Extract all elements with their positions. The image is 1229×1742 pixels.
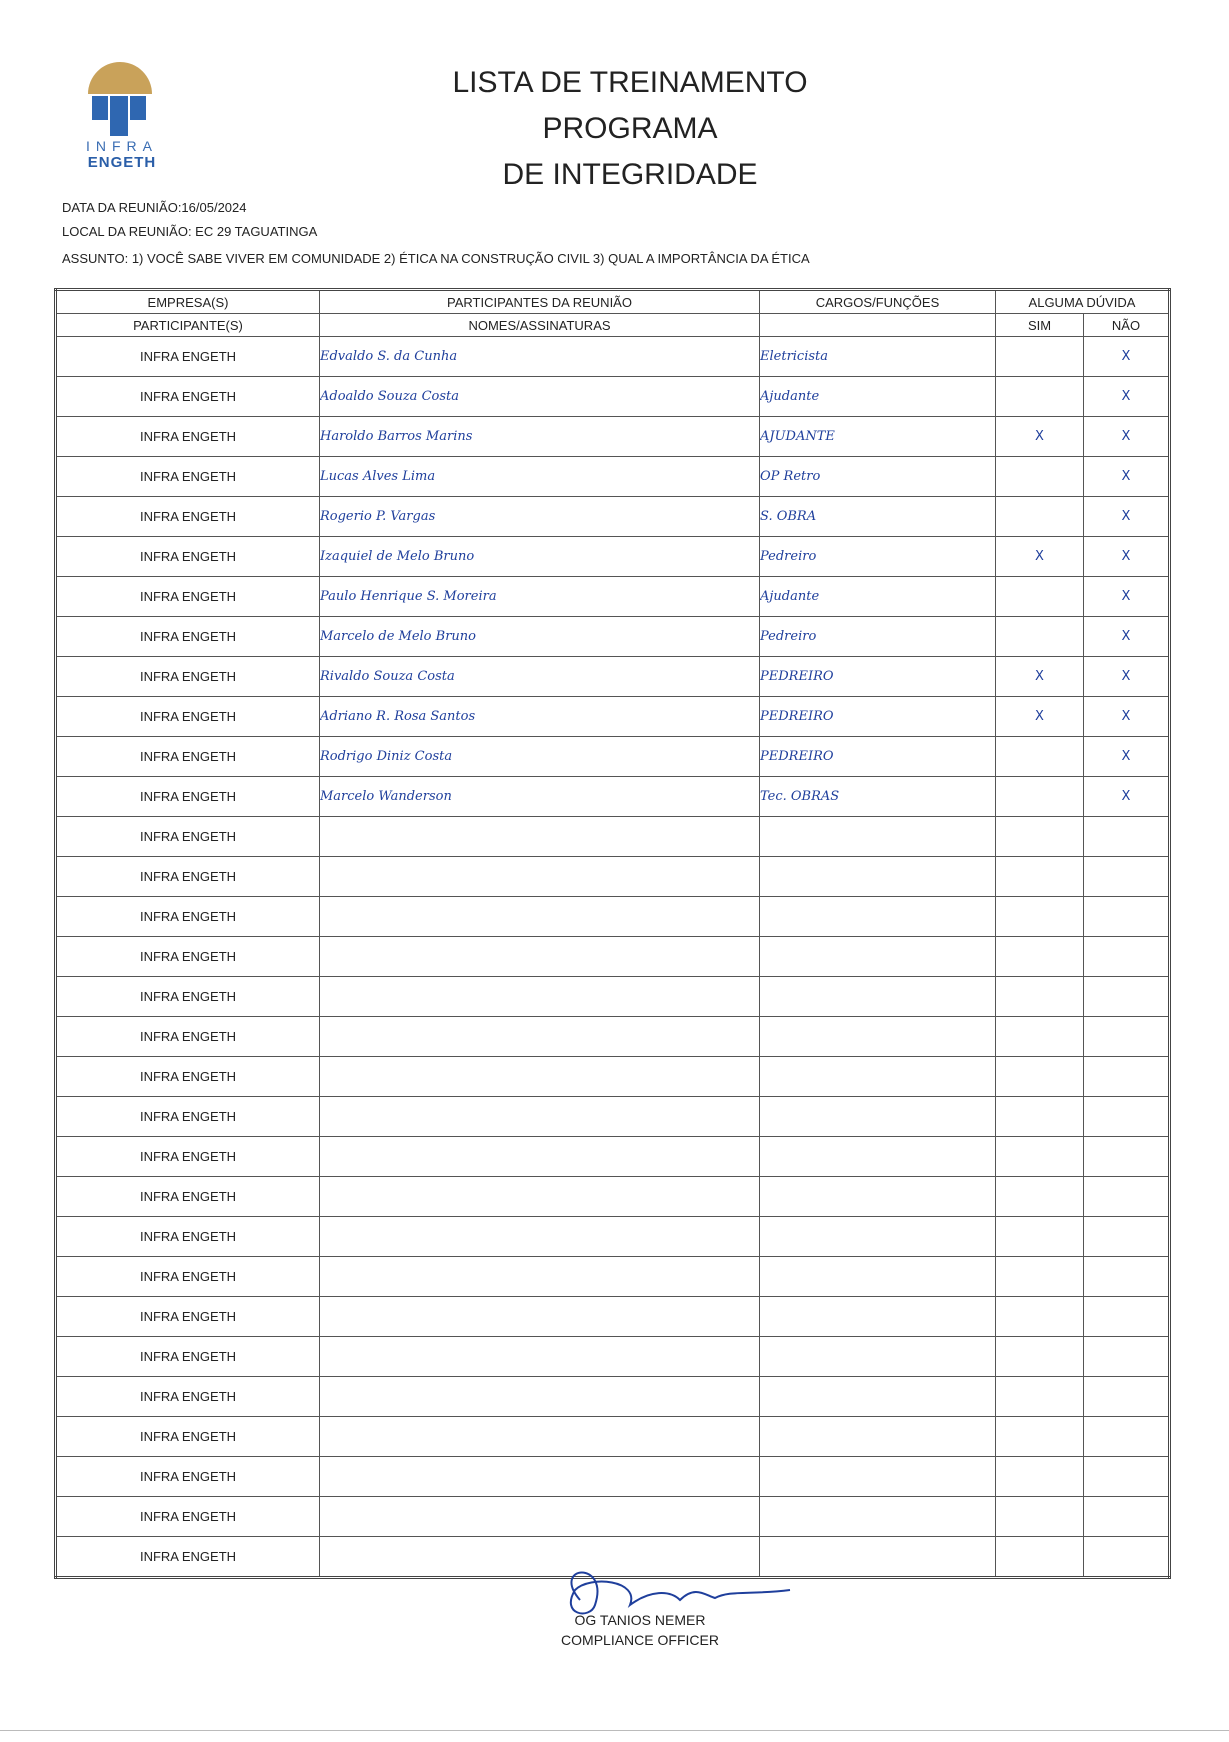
doubt-yes-cell (996, 377, 1084, 417)
doubt-no-cell: X (1084, 537, 1170, 577)
doubt-yes-cell (996, 1257, 1084, 1297)
name-signature-cell (320, 1137, 760, 1177)
doubt-yes-cell (996, 857, 1084, 897)
doubt-no-cell: X (1084, 577, 1170, 617)
company-cell: INFRA ENGETH (56, 537, 320, 577)
company-cell: INFRA ENGETH (56, 1177, 320, 1217)
company-cell: INFRA ENGETH (56, 697, 320, 737)
doubt-no-cell: X (1084, 617, 1170, 657)
company-cell: INFRA ENGETH (56, 1497, 320, 1537)
role-cell (760, 1177, 996, 1217)
role-cell (760, 1417, 996, 1457)
logo-text-infra: INFRA (86, 138, 158, 154)
company-cell: INFRA ENGETH (56, 1217, 320, 1257)
name-signature-cell (320, 1417, 760, 1457)
doubt-yes-cell (996, 1217, 1084, 1257)
name-signature-cell: Izaquiel de Melo Bruno (320, 537, 760, 577)
column-header-yes: SIM (996, 314, 1084, 337)
role-cell: AJUDANTE (760, 417, 996, 457)
name-signature-cell: Haroldo Barros Marins (320, 417, 760, 457)
name-signature-cell (320, 1377, 760, 1417)
doubt-yes-cell (996, 1497, 1084, 1537)
attendance-table (54, 288, 1171, 1579)
table-row (56, 1257, 1170, 1297)
doubt-no-cell (1084, 1177, 1170, 1217)
table-row (56, 617, 1170, 657)
role-cell (760, 1337, 996, 1377)
company-cell: INFRA ENGETH (56, 1017, 320, 1057)
company-cell: INFRA ENGETH (56, 1297, 320, 1337)
meeting-place: LOCAL DA REUNIÃO: EC 29 TAGUATINGA (62, 224, 318, 239)
role-cell: Pedreiro (760, 617, 996, 657)
doubt-no-cell: X (1084, 457, 1170, 497)
company-cell: INFRA ENGETH (56, 1097, 320, 1137)
table-row (56, 1097, 1170, 1137)
role-cell (760, 1377, 996, 1417)
name-signature-cell: Marcelo de Melo Bruno (320, 617, 760, 657)
name-signature-cell (320, 857, 760, 897)
doubt-no-cell (1084, 1377, 1170, 1417)
table-row (56, 537, 1170, 577)
role-cell (760, 1097, 996, 1137)
company-cell: INFRA ENGETH (56, 1417, 320, 1457)
company-cell: INFRA ENGETH (56, 897, 320, 937)
table-row (56, 497, 1170, 537)
name-signature-cell (320, 1297, 760, 1337)
table-row (56, 417, 1170, 457)
role-cell: PEDREIRO (760, 737, 996, 777)
table-row (56, 977, 1170, 1017)
doubt-yes-cell (996, 1457, 1084, 1497)
logo-text-engeth: ENGETH (87, 154, 157, 171)
doubt-no-cell: X (1084, 777, 1170, 817)
doubt-yes-cell (996, 1057, 1084, 1097)
doubt-no-cell (1084, 937, 1170, 977)
meeting-date: DATA DA REUNIÃO:16/05/2024 (62, 200, 247, 215)
company-cell: INFRA ENGETH (56, 937, 320, 977)
name-signature-cell (320, 1177, 760, 1217)
doubt-yes-cell (996, 1177, 1084, 1217)
company-cell: INFRA ENGETH (56, 417, 320, 457)
column-subheader-company: PARTICIPANTE(S) (56, 314, 320, 337)
company-cell: INFRA ENGETH (56, 1457, 320, 1497)
doubt-yes-cell (996, 1297, 1084, 1337)
role-cell (760, 857, 996, 897)
company-cell: INFRA ENGETH (56, 1057, 320, 1097)
table-row (56, 457, 1170, 497)
column-header-role: CARGOS/FUNÇÕES (760, 290, 996, 314)
doubt-yes-cell: X (996, 657, 1084, 697)
table-row (56, 377, 1170, 417)
table-row (56, 1337, 1170, 1377)
doubt-yes-cell (996, 777, 1084, 817)
doubt-yes-cell (996, 737, 1084, 777)
logo-bar-icon (110, 96, 128, 136)
doubt-no-cell (1084, 817, 1170, 857)
table-row (56, 697, 1170, 737)
role-cell (760, 1057, 996, 1097)
name-signature-cell (320, 1257, 760, 1297)
column-header-participants: PARTICIPANTES DA REUNIÃO (320, 290, 760, 314)
role-cell (760, 1017, 996, 1057)
doubt-no-cell (1084, 897, 1170, 937)
company-cell: INFRA ENGETH (56, 377, 320, 417)
doubt-yes-cell (996, 1537, 1084, 1578)
company-cell: INFRA ENGETH (56, 1377, 320, 1417)
company-cell: INFRA ENGETH (56, 1257, 320, 1297)
table-row (56, 777, 1170, 817)
doubt-yes-cell (996, 577, 1084, 617)
doubt-no-cell (1084, 1137, 1170, 1177)
role-cell: Eletricista (760, 337, 996, 377)
company-cell: INFRA ENGETH (56, 817, 320, 857)
company-cell: INFRA ENGETH (56, 737, 320, 777)
name-signature-cell (320, 1057, 760, 1097)
column-subheader-role-empty (760, 314, 996, 337)
title-line: LISTA DE TREINAMENTO (452, 66, 808, 99)
role-cell: PEDREIRO (760, 697, 996, 737)
company-cell: INFRA ENGETH (56, 577, 320, 617)
role-cell (760, 897, 996, 937)
doubt-no-cell (1084, 1257, 1170, 1297)
name-signature-cell (320, 1097, 760, 1137)
name-signature-cell (320, 937, 760, 977)
doubt-yes-cell (996, 1097, 1084, 1137)
company-cell: INFRA ENGETH (56, 657, 320, 697)
document-title (380, 60, 880, 198)
doubt-yes-cell (996, 977, 1084, 1017)
doubt-yes-cell: X (996, 537, 1084, 577)
signer-role: COMPLIANCE OFFICER (561, 1632, 719, 1648)
name-signature-cell: Rodrigo Diniz Costa (320, 737, 760, 777)
table-header-row (56, 290, 1170, 314)
table-row (56, 1177, 1170, 1217)
name-signature-cell: Marcelo Wanderson (320, 777, 760, 817)
company-cell: INFRA ENGETH (56, 617, 320, 657)
doubt-no-cell (1084, 1337, 1170, 1377)
role-cell: Ajudante (760, 377, 996, 417)
doubt-no-cell: X (1084, 497, 1170, 537)
doubt-no-cell: X (1084, 377, 1170, 417)
name-signature-cell: Adoaldo Souza Costa (320, 377, 760, 417)
doubt-no-cell (1084, 1097, 1170, 1137)
role-cell: PEDREIRO (760, 657, 996, 697)
role-cell: OP Retro (760, 457, 996, 497)
role-cell (760, 1217, 996, 1257)
table-row (56, 1497, 1170, 1537)
doubt-no-cell: X (1084, 337, 1170, 377)
doubt-yes-cell: X (996, 417, 1084, 457)
doubt-no-cell (1084, 1497, 1170, 1537)
doubt-no-cell: X (1084, 417, 1170, 457)
table-subheader-row (56, 314, 1170, 337)
name-signature-cell: Lucas Alves Lima (320, 457, 760, 497)
table-row (56, 577, 1170, 617)
page-divider (0, 1730, 1229, 1731)
column-subheader-names: NOMES/ASSINATURAS (320, 314, 760, 337)
name-signature-cell (320, 1497, 760, 1537)
doubt-yes-cell (996, 1377, 1084, 1417)
table-row (56, 1217, 1170, 1257)
doubt-no-cell: X (1084, 737, 1170, 777)
name-signature-cell (320, 1457, 760, 1497)
role-cell: Pedreiro (760, 537, 996, 577)
name-signature-cell: Rivaldo Souza Costa (320, 657, 760, 697)
company-cell: INFRA ENGETH (56, 1137, 320, 1177)
doubt-no-cell: X (1084, 697, 1170, 737)
doubt-no-cell (1084, 1457, 1170, 1497)
doubt-no-cell: X (1084, 657, 1170, 697)
doubt-no-cell (1084, 1057, 1170, 1097)
company-cell: INFRA ENGETH (56, 1337, 320, 1377)
doubt-yes-cell (996, 1417, 1084, 1457)
column-header-doubt: ALGUMA DÚVIDA (996, 290, 1170, 314)
title-line: DE INTEGRIDADE (502, 158, 758, 191)
logo-bar-icon (130, 96, 146, 120)
name-signature-cell: Edvaldo S. da Cunha (320, 337, 760, 377)
role-cell (760, 817, 996, 857)
table-row (56, 1297, 1170, 1337)
doubt-no-cell (1084, 1417, 1170, 1457)
company-cell: INFRA ENGETH (56, 457, 320, 497)
doubt-yes-cell (996, 457, 1084, 497)
doubt-no-cell (1084, 1217, 1170, 1257)
signer-name: OG TANIOS NEMER (574, 1612, 706, 1628)
role-cell (760, 977, 996, 1017)
role-cell: S. OBRA (760, 497, 996, 537)
role-cell (760, 937, 996, 977)
doubt-yes-cell (996, 337, 1084, 377)
company-cell: INFRA ENGETH (56, 497, 320, 537)
name-signature-cell (320, 897, 760, 937)
logo-bar-icon (92, 96, 108, 120)
table-row (56, 337, 1170, 377)
table-row (56, 897, 1170, 937)
column-header-company: EMPRESA(S) (56, 290, 320, 314)
table-row (56, 737, 1170, 777)
name-signature-cell (320, 977, 760, 1017)
name-signature-cell: Paulo Henrique S. Moreira (320, 577, 760, 617)
doubt-yes-cell (996, 1337, 1084, 1377)
doubt-yes-cell (996, 1137, 1084, 1177)
doubt-yes-cell (996, 817, 1084, 857)
table-row (56, 937, 1170, 977)
table-row (56, 1377, 1170, 1417)
company-cell: INFRA ENGETH (56, 977, 320, 1017)
table-row (56, 1017, 1170, 1057)
doubt-no-cell (1084, 977, 1170, 1017)
role-cell (760, 1497, 996, 1537)
doubt-yes-cell (996, 937, 1084, 977)
doubt-yes-cell (996, 617, 1084, 657)
name-signature-cell: Rogerio P. Vargas (320, 497, 760, 537)
table-row (56, 1137, 1170, 1177)
doubt-yes-cell (996, 1017, 1084, 1057)
doubt-no-cell (1084, 1297, 1170, 1337)
table-row (56, 857, 1170, 897)
doubt-yes-cell: X (996, 697, 1084, 737)
name-signature-cell (320, 1217, 760, 1257)
doubt-no-cell (1084, 857, 1170, 897)
role-cell (760, 1297, 996, 1337)
company-cell: INFRA ENGETH (56, 1537, 320, 1578)
name-signature-cell: Adriano R. Rosa Santos (320, 697, 760, 737)
company-logo (70, 58, 180, 171)
logo-sun-icon (88, 62, 152, 94)
doubt-no-cell (1084, 1017, 1170, 1057)
column-header-no: NÃO (1084, 314, 1170, 337)
role-cell (760, 1257, 996, 1297)
company-cell: INFRA ENGETH (56, 337, 320, 377)
name-signature-cell (320, 1017, 760, 1057)
role-cell: Ajudante (760, 577, 996, 617)
company-cell: INFRA ENGETH (56, 777, 320, 817)
meeting-subject: ASSUNTO: 1) VOCÊ SABE VIVER EM COMUNIDADE 2) ÉTICA NA CONSTRUÇÃO CIVIL 3) QUAL A IMPORTÂNCIA DA ÉTICA (62, 251, 810, 266)
doubt-no-cell (1084, 1537, 1170, 1578)
table-row (56, 1417, 1170, 1457)
table-row (56, 1057, 1170, 1097)
table-row (56, 1457, 1170, 1497)
table-row (56, 657, 1170, 697)
doubt-yes-cell (996, 897, 1084, 937)
role-cell (760, 1457, 996, 1497)
role-cell: Tec. OBRAS (760, 777, 996, 817)
table-row (56, 817, 1170, 857)
doubt-yes-cell (996, 497, 1084, 537)
name-signature-cell (320, 817, 760, 857)
company-cell: INFRA ENGETH (56, 857, 320, 897)
role-cell (760, 1137, 996, 1177)
name-signature-cell (320, 1337, 760, 1377)
title-line: PROGRAMA (542, 112, 718, 145)
